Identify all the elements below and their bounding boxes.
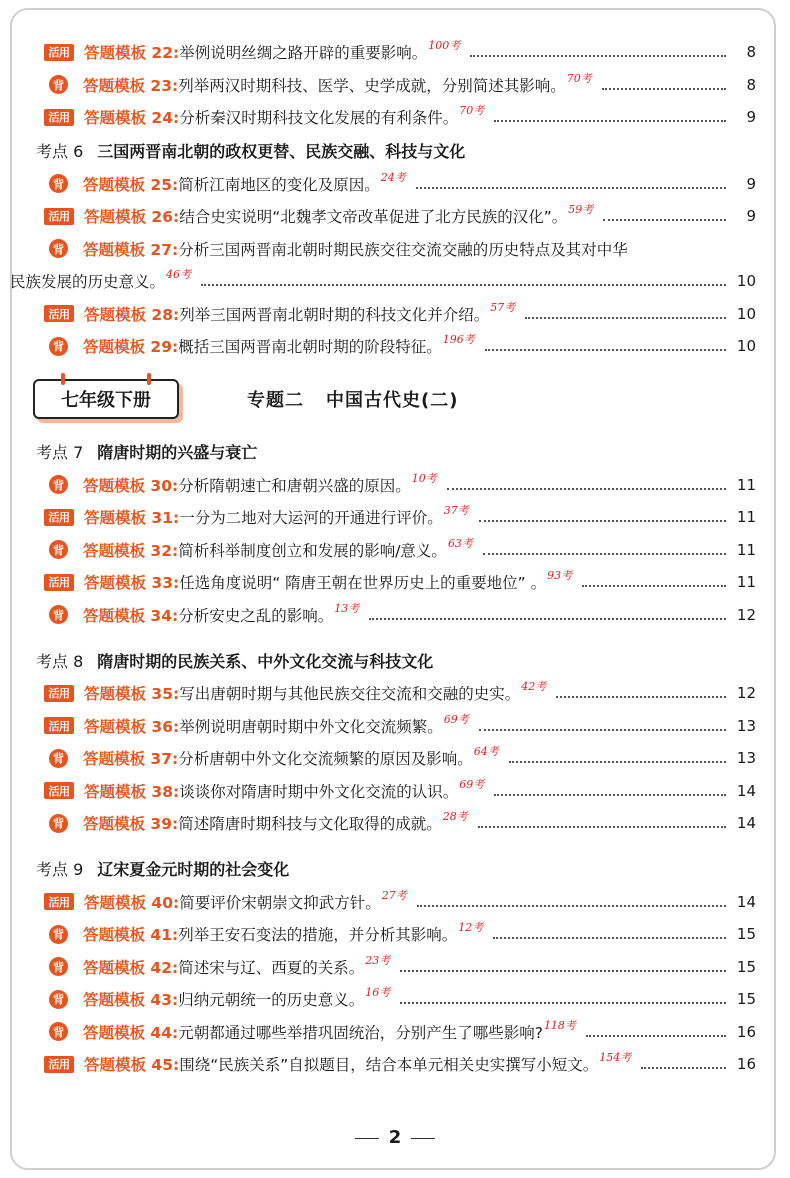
leader-dots [493,937,726,939]
page-number: 11 [736,475,756,494]
leader-dots [641,1067,726,1069]
page-number: 9 [746,174,756,193]
leader-dots [602,88,726,90]
page-number: 13 [736,716,756,735]
exam-count: 69考 [459,777,485,791]
leader-dots [586,1035,726,1037]
huoyong-badge: 活用 [44,893,74,910]
toc-block [36,168,756,233]
bei-badge: 背 [49,990,68,1009]
leader-dots [478,826,726,828]
bei-badge: 背 [49,749,68,768]
template-label: 答题模板 25: [83,175,179,194]
template-label: 答题模板 40: [84,893,180,912]
template-label: 答题模板 27: [83,240,179,259]
exam-count: 24考 [380,170,406,184]
template-label: 答题模板 28: [84,305,180,324]
leader-dots [494,120,726,122]
toc-block [36,298,756,363]
huoyong-badge: 活用 [44,717,74,734]
entry-text: 分析安史之乱的影响。 [178,606,334,625]
bei-badge: 背 [49,957,68,976]
toc-entry-32[interactable] [36,534,756,567]
exam-count: 10考 [411,471,437,485]
page-number: 14 [736,892,756,911]
leader-dots [479,729,726,731]
bei-badge: 背 [49,925,68,944]
toc-block [36,677,756,840]
leader-dots [556,696,726,698]
entry-text: 简要评价宋朝崇文抑武方针。 [179,893,381,912]
entry-text: 谈谈你对隋唐时期中外文化交流的认识。 [179,782,459,801]
huoyong-badge: 活用 [44,574,74,591]
huoyong-badge: 活用 [44,1056,74,1073]
page-number: 9 [746,108,756,127]
entry-text: 简述宋与辽、西夏的关系。 [178,958,365,977]
huoyong-badge: 活用 [44,509,74,526]
section-label: 考点 8 [36,651,84,671]
page-number: 11 [736,573,756,592]
exam-count: 42考 [521,680,547,694]
bei-badge: 背 [49,540,68,559]
page-number: 10 [736,337,756,356]
entry-text: 列举三国两晋南北朝时期的科技文化并介绍。 [179,305,490,324]
entry-text: 列举王安石变法的措施，并分析其影响。 [178,926,458,945]
leader-dots [525,317,726,319]
leader-dots [470,55,726,57]
footer-dash [411,1138,435,1139]
section-title: 三国两晋南北朝的政权更替、民族交融、科技与文化 [97,142,466,161]
topic-name: 中国古代史(二) [326,389,459,411]
exam-count: 57考 [490,300,516,314]
bei-badge: 背 [49,814,68,833]
toc-block [36,36,756,134]
toc-entry-31[interactable] [36,501,756,534]
leader-dots [483,553,726,555]
leader-dots [485,349,726,351]
bei-badge: 背 [49,337,68,356]
entry-text: 简析江南地区的变化及原因。 [178,175,380,194]
page-number: 11 [736,540,756,559]
entry-text: 举例说明丝绸之路开辟的重要影响。 [179,44,428,63]
exam-count: 70考 [566,71,592,85]
leader-dots [447,488,726,490]
toc-entry-22[interactable] [36,36,756,69]
toc-entry-30[interactable] [36,469,756,502]
page-number: 15 [736,957,756,976]
entry-text: 简述隋唐时期科技与文化取得的成就。 [178,815,442,834]
toc-entry-42[interactable] [36,951,756,984]
template-label: 答题模板 36: [84,717,180,736]
section-title: 隋唐时期的兴盛与衰亡 [97,443,258,462]
footer-page-number: 2 [388,1127,402,1148]
toc-entry-24[interactable] [36,101,756,134]
section-label: 考点 9 [36,860,84,879]
grade-box [33,379,179,419]
leader-dots [400,970,726,972]
section-heading-8 [36,643,756,677]
page-number: 12 [736,605,756,624]
entry-text: 一分为二地对大运河的开通进行评价。 [179,509,443,528]
leader-dots [416,187,726,189]
entry-text: 结合史实说明“北魏孝文帝改革促进了北方民族的汉化”。 [179,208,568,227]
template-label: 答题模板 45: [84,1056,180,1075]
template-label: 答题模板 42: [83,958,179,977]
exam-count: 16考 [365,986,391,1000]
entry-text: 概括三国两晋南北朝时期的阶段特征。 [178,338,442,357]
bei-badge: 背 [49,75,68,94]
bei-badge: 背 [49,605,68,624]
toc-entry-37[interactable] [36,742,756,775]
page-number: 13 [736,749,756,768]
template-label: 答题模板 38: [84,782,180,801]
template-label: 答题模板 32: [83,541,179,560]
huoyong-badge: 活用 [44,208,74,225]
toc-entry-27[interactable] [36,233,756,266]
entry-text: 列举两汉时期科技、医学、史学成就，分别简述其影响。 [178,76,566,95]
entry-text: 分析隋朝速亡和唐朝兴盛的原因。 [178,476,411,495]
exam-count: 59考 [568,203,594,217]
toc-entry-35[interactable] [36,677,756,710]
bei-badge: 背 [49,239,68,258]
exam-count: 23考 [365,953,391,967]
entry-text: 简析科举制度创立和发展的影响/意义。 [178,541,447,560]
leader-dots [369,618,726,620]
huoyong-badge: 活用 [44,109,74,126]
grade-label: 七年级下册 [61,389,151,411]
toc-content [10,36,756,1081]
toc-entry-27-continued[interactable] [10,265,756,298]
pin-icon [147,373,151,385]
bei-badge: 背 [49,1022,68,1041]
toc-entry-29[interactable] [36,330,756,363]
toc-entry-38[interactable] [36,775,756,808]
toc-block [36,469,756,632]
exam-count: 196考 [442,333,475,347]
section-heading-6 [36,134,756,168]
page-number: 14 [736,814,756,833]
section-title: 隋唐时期的民族关系、中外文化交流与科技文化 [97,651,434,671]
footer-dash [355,1138,379,1139]
page-number: 16 [736,1055,756,1074]
exam-count: 37考 [443,504,469,518]
template-label: 答题模板 34: [83,606,179,625]
bei-badge: 背 [49,174,68,193]
page-number: 10 [736,304,756,323]
section-label: 考点 6 [36,142,84,161]
exam-count: 46考 [166,268,192,282]
toc-entry-23[interactable] [36,69,756,102]
template-label: 答题模板 30: [83,476,179,495]
entry-text-continued: 民族发展的历史意义。 [10,273,166,292]
page-number: 8 [746,43,756,62]
leader-dots [603,219,726,221]
grade-banner [36,369,756,429]
template-label: 答题模板 33: [84,574,180,593]
toc-entry-33[interactable] [36,566,756,599]
toc-entry-43[interactable] [36,983,756,1016]
toc-block [36,886,756,1081]
template-label: 答题模板 26: [84,208,180,227]
exam-count: 27考 [381,888,407,902]
exam-count: 64考 [473,745,499,759]
leader-dots [201,284,726,286]
template-label: 答题模板 43: [83,991,179,1010]
template-label: 答题模板 22: [84,44,180,63]
section-heading-7 [36,435,756,469]
template-label: 答题模板 29: [83,338,179,357]
template-label: 答题模板 41: [83,926,179,945]
toc-entry-45[interactable] [36,1048,756,1081]
pin-icon [61,373,65,385]
huoyong-badge: 活用 [44,44,74,61]
leader-dots [417,905,726,907]
entry-text: 分析唐朝中外文化交流频繁的原因及影响。 [178,750,473,769]
exam-count: 93考 [547,569,573,583]
page-footer [0,1127,790,1148]
template-label: 答题模板 35: [84,685,180,704]
toc-entry-41[interactable] [36,918,756,951]
topic-title [247,386,458,412]
leader-dots [582,585,726,587]
entry-text: 围绕“民族关系”自拟题目，结合本单元相关史实撰写小短文。 [179,1056,599,1075]
entry-text: 举例说明唐朝时期中外文化交流频繁。 [179,717,443,736]
toc-entry-26[interactable] [36,200,756,233]
huoyong-badge: 活用 [44,782,74,799]
page-number: 10 [736,272,756,291]
leader-dots [494,794,726,796]
toc-entry-36[interactable] [36,710,756,743]
toc-entry-34[interactable] [36,599,756,632]
huoyong-badge: 活用 [44,685,74,702]
toc-entry-39[interactable] [36,807,756,840]
bei-badge: 背 [49,475,68,494]
toc-entry-44[interactable] [36,1016,756,1049]
toc-entry-25[interactable] [36,168,756,201]
section-heading-9 [36,852,756,886]
exam-count: 70考 [459,104,485,118]
entry-text: 元朝都通过哪些举措巩固统治，分别产生了哪些影响? [178,1023,543,1042]
toc-entry-28[interactable] [36,298,756,331]
leader-dots [479,520,726,522]
page-number: 8 [746,75,756,94]
entry-text: 分析三国两晋南北朝时期民族交往交流交融的历史特点及其对中华 [178,240,628,259]
entry-text: 任选角度说明“ 隋唐王朝在世界历史上的重要地位” 。 [179,574,547,593]
exam-count: 154考 [599,1051,632,1065]
template-label: 答题模板 39: [83,815,179,834]
exam-count: 118考 [543,1018,576,1032]
page-number: 11 [736,508,756,527]
page-number: 9 [746,207,756,226]
entry-text: 写出唐朝时期与其他民族交往交流和交融的史实。 [179,685,521,704]
exam-count: 12考 [458,921,484,935]
exam-count: 28考 [442,810,468,824]
template-label: 答题模板 37: [83,750,179,769]
template-label: 答题模板 44: [83,1023,179,1042]
template-label: 答题模板 24: [84,109,180,128]
exam-count: 13考 [334,601,360,615]
exam-count: 69考 [443,712,469,726]
page-number: 15 [736,990,756,1009]
huoyong-badge: 活用 [44,305,74,322]
exam-count: 63考 [447,536,473,550]
page-number: 16 [736,1022,756,1041]
section-title: 辽宋夏金元时期的社会变化 [97,860,290,879]
page-number: 15 [736,925,756,944]
page-number: 14 [736,781,756,800]
topic-number: 专题二 [247,389,304,411]
leader-dots [509,761,726,763]
leader-dots [400,1002,726,1004]
template-label: 答题模板 31: [84,509,180,528]
template-label: 答题模板 23: [83,76,179,95]
page-number: 12 [736,684,756,703]
entry-text: 归纳元朝统一的历史意义。 [178,991,365,1010]
toc-entry-40[interactable] [36,886,756,919]
section-label: 考点 7 [36,443,84,462]
exam-count: 100考 [428,39,461,53]
entry-text: 分析秦汉时期科技文化发展的有利条件。 [179,109,459,128]
